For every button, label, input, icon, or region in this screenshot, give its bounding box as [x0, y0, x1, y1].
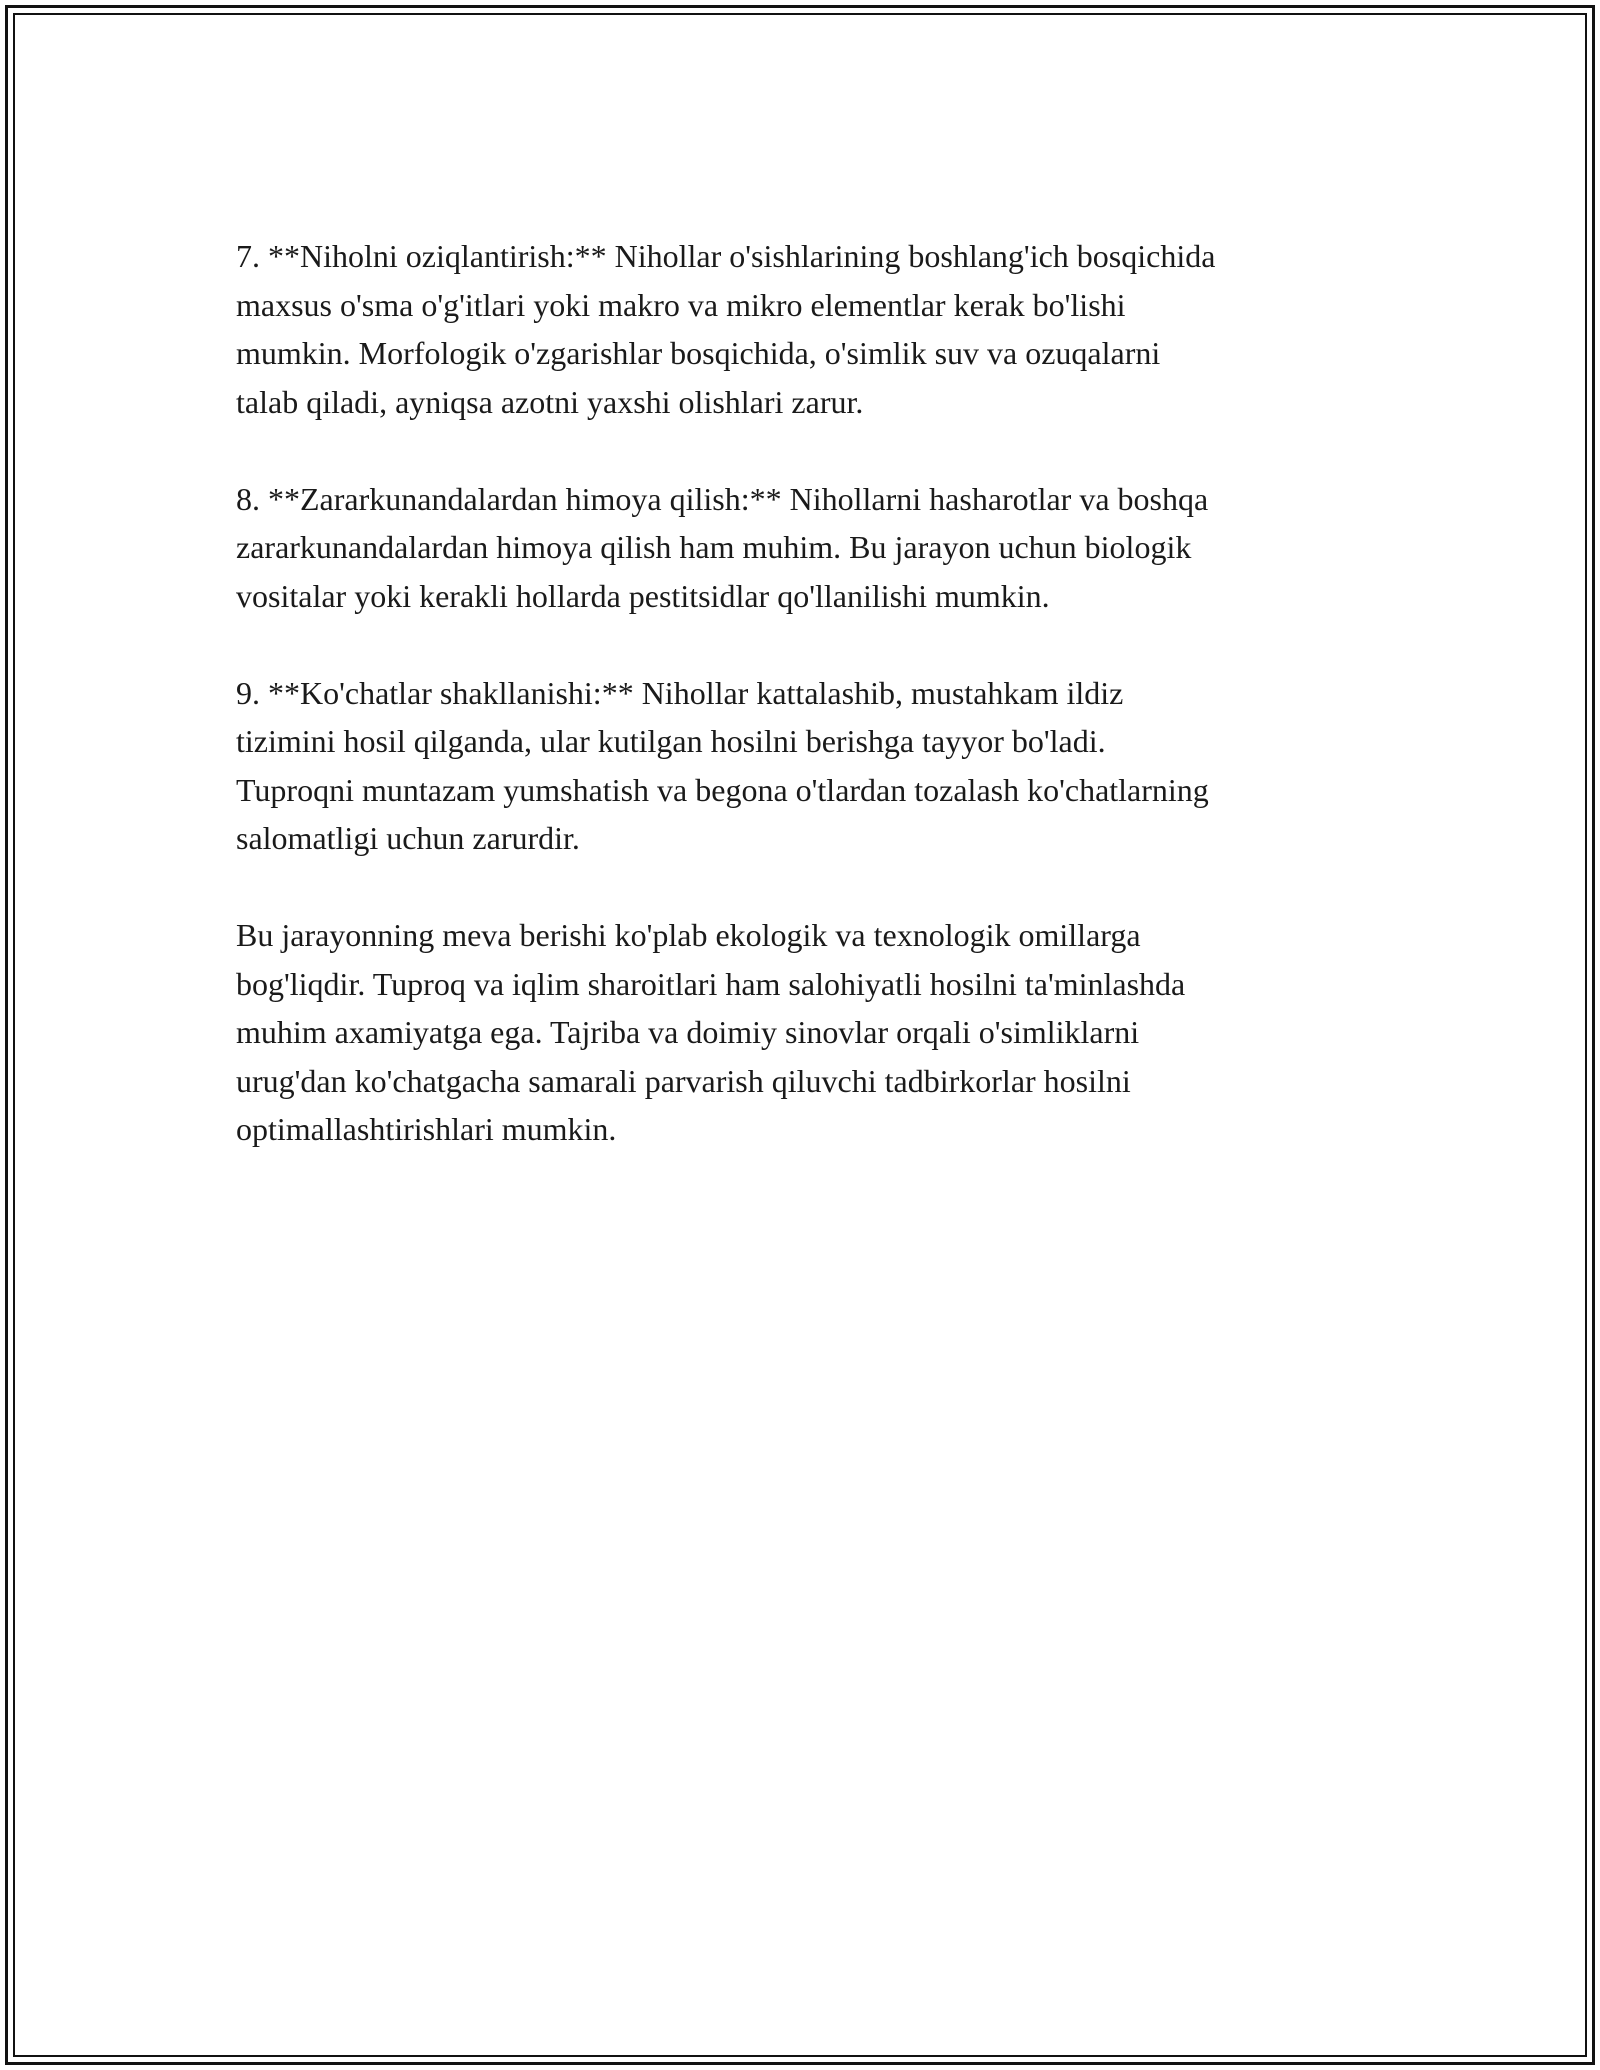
text-line: 8. **Zararkunandalardan himoya qilish:** Nihollarni hasharotlar va boshqa — [236, 480, 1209, 517]
text-line: optimallashtirishlari mumkin. — [236, 1111, 617, 1147]
text-line: bog'liqdir. Tuproq va iqlim sharoitlari ham salohiyatli hosilni ta'minlashda — [236, 965, 1186, 1002]
text-line: salomatligi uchun zarurdir. — [236, 820, 580, 856]
text-line: zararkunandalardan himoya qilish ham muhim. Bu jarayon uchun biologik — [236, 529, 1192, 565]
text-line: tizimini hosil qilganda, ular kutilgan hosilni berishga tayyor bo'ladi. — [236, 723, 1106, 759]
text-line: Tuproqni muntazam yumshatish va begona o'tlardan tozalash ko'chatlarning — [236, 771, 1209, 808]
text-line: mumkin. Morfologik o'zgarishlar bosqichida, o'simlik suv va ozuqalarni — [236, 335, 1161, 371]
paragraph-9-seedling-formation — [236, 669, 1376, 863]
document-body — [236, 232, 1376, 1202]
text-line: 9. **Ko'chatlar shakllanishi:** Nihollar kattalashib, mustahkam ildiz — [236, 674, 1124, 711]
paragraph-7-seedling-feeding — [236, 232, 1376, 426]
text-line: talab qiladi, ayniqsa azotni yaxshi olishlari zarur. — [236, 383, 864, 420]
text-line: Bu jarayonning meva berishi ko'plab ekologik va texnologik omillarga — [236, 917, 1141, 953]
paragraph-conclusion — [236, 911, 1376, 1154]
text-line: urug'dan ko'chatgacha samarali parvarish qiluvchi tadbirkorlar hosilni — [236, 1062, 1131, 1099]
text-line: vositalar yoki kerakli hollarda pestitsidlar qo'llanilishi mumkin. — [236, 577, 1050, 614]
text-line: 7. **Niholni oziqlantirish:** Nihollar o'sishlarining boshlang'ich bosqichida — [236, 238, 1216, 274]
text-line: muhim axamiyatga ega. Tajriba va doimiy sinovlar orqali o'simliklarni — [236, 1014, 1140, 1050]
text-line: maxsus o'sma o'g'itlari yoki makro va mikro elementlar kerak bo'lishi — [236, 286, 1126, 323]
paragraph-8-pest-protection — [236, 475, 1376, 621]
